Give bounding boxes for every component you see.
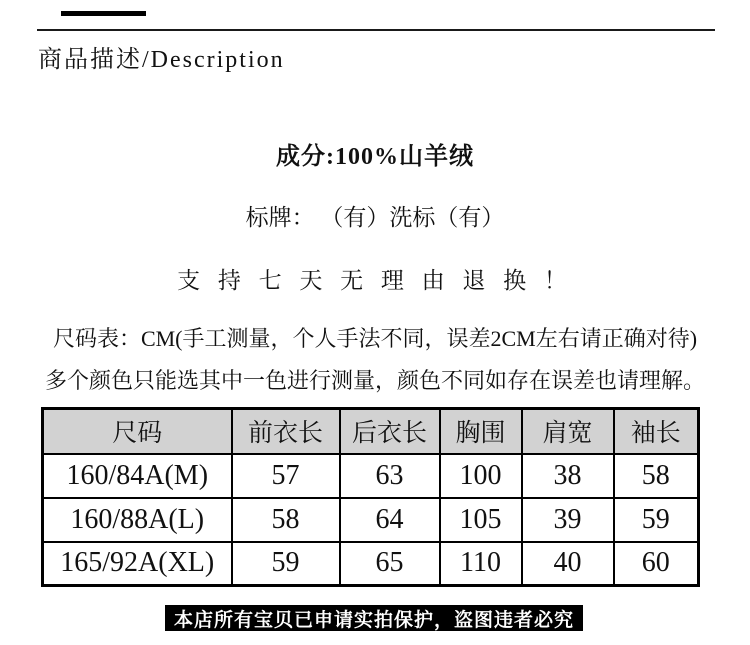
table-cell: 39 <box>522 498 614 542</box>
header-cell-front-length: 前衣长 <box>232 409 340 454</box>
table-cell: 60 <box>614 542 699 586</box>
table-cell: 160/84A(M) <box>43 454 232 498</box>
header-cell-shoulder: 肩宽 <box>522 409 614 454</box>
size-table-header-row <box>43 409 699 454</box>
anti-theft-banner: 本店所有宝贝已申请实拍保护，盗图违者必究 <box>165 605 583 631</box>
size-chart-note-2: 多个颜色只能选其中一色进行测量，颜色不同如存在误差也请理解。 <box>44 368 705 393</box>
header-divider <box>37 29 715 31</box>
header-cell-size: 尺码 <box>43 409 232 454</box>
size-chart-note-1: 尺码表：CM(手工测量，个人手法不同，误差2CM左右请正确对待) <box>52 326 698 351</box>
table-cell: 58 <box>232 498 340 542</box>
table-cell: 63 <box>340 454 440 498</box>
table-cell: 64 <box>340 498 440 542</box>
table-cell: 40 <box>522 542 614 586</box>
table-cell: 59 <box>232 542 340 586</box>
header-cell-sleeve: 袖长 <box>614 409 699 454</box>
header-cell-back-length: 后衣长 <box>340 409 440 454</box>
size-table <box>41 407 700 587</box>
top-accent-bar <box>61 11 146 16</box>
table-row-xl <box>43 542 699 586</box>
label-tag-text: 标牌： （有）洗标（有） <box>245 205 505 230</box>
table-cell: 160/88A(L) <box>43 498 232 542</box>
table-cell: 165/92A(XL) <box>43 542 232 586</box>
table-cell: 65 <box>340 542 440 586</box>
table-cell: 110 <box>440 542 522 586</box>
table-cell: 58 <box>614 454 699 498</box>
return-policy-text: 支 持 七 天 无 理 由 退 换 ！ <box>177 268 573 293</box>
composition-text: 成分:100%山羊绒 <box>276 144 474 170</box>
table-cell: 38 <box>522 454 614 498</box>
table-cell: 57 <box>232 454 340 498</box>
header-cell-bust: 胸围 <box>440 409 522 454</box>
table-cell: 59 <box>614 498 699 542</box>
table-cell: 105 <box>440 498 522 542</box>
table-cell: 100 <box>440 454 522 498</box>
table-row-l <box>43 498 699 542</box>
table-row-m <box>43 454 699 498</box>
page-title: 商品描述/Description <box>38 47 285 73</box>
